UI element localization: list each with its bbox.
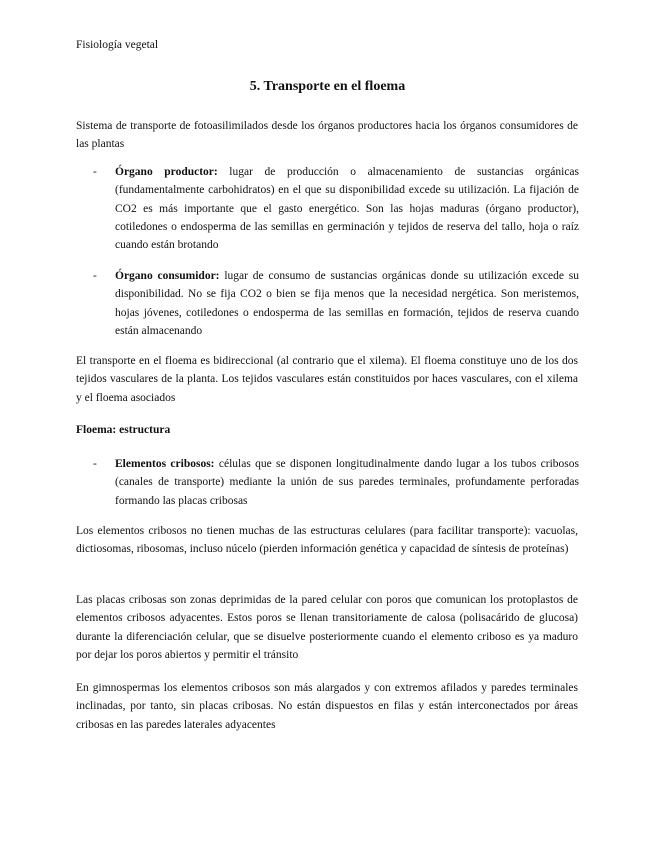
bullet-dash: - <box>93 458 97 470</box>
bullet-text <box>115 455 579 510</box>
section-heading: Floema: estructura <box>76 424 171 436</box>
bullet-dash: - <box>93 166 97 178</box>
bullet-dash: - <box>93 270 97 282</box>
bullet-term: Órgano productor: <box>115 166 218 178</box>
plates-paragraph: Las placas cribosas son zonas deprimidas de la pared celular con poros que comunican los protoplastos de elementos cribosos adyacentes. Estos poros se llenan transitoriamente de calosa (polisacárido de glucosa) durante la diferenciación celular, que se disuelve posteriormente cuando el elemento criboso es ya maduro por dejar los poros abiertos y permitir el tránsito <box>76 594 578 661</box>
bullet-term: Órgano consumidor: <box>115 270 220 282</box>
bullet-text <box>115 267 579 340</box>
running-header: Fisiología vegetal <box>76 39 159 51</box>
transport-paragraph: El transporte en el floema es bidireccional (al contrario que el xilema). El floema constituye uno de los dos tejidos vasculares de la planta. Los tejidos vasculares están constituidos por haces vasculares, con el xilema y el floema asociados <box>76 355 578 404</box>
bullet-body: células que se disponen longitudinalmente dando lugar a los tubos cribosos (canales de transporte) mediante la unión de sus paredes terminales, profundamente perforadas formando las placas cribosas <box>115 458 580 507</box>
bullet-body: lugar de consumo de sustancias orgánicas donde su utilización excede su disponibilidad. No se fija CO2 o bien se fija menos que la necesidad nergética. Son meristemos, hojas jóvenes, cotiledones o endosperma de las semillas en formación, tejidos de reserva cuando están almacenando <box>115 270 580 337</box>
elements-paragraph: Los elementos cribosos no tienen muchas de las estructuras celulares (para facilitar transporte): vacuolas, dictiosomas, ribosomas, incluso núcelo (pierden información genética y capacidad de síntesis de proteínas) <box>76 525 578 556</box>
intro-paragraph: Sistema de transporte de fotoasilimilados desde los órganos productores hacia los órganos consumidores de las plantas <box>76 120 578 151</box>
bullet-body: lugar de producción o almacenamiento de sustancias orgánicas (fundamentalmente carbohidratos) en el que su disponibilidad excede su utilización. La fijación de CO2 es más importante que el gasto energético. Son las hojas maduras (órgano productor), cotiledones o endosperma de las semillas en germinación y tejidos de reserva del tallo, hoja o raíz cuando están brotando <box>115 166 580 252</box>
bullet-text <box>115 163 579 254</box>
bullet-term: Elementos cribosos: <box>115 458 215 470</box>
section-title: 5. Transporte en el floema <box>249 79 406 94</box>
gymnosperms-paragraph: En gimnospermas los elementos cribosos son más alargados y con extremos afilados y paredes terminales inclinadas, por tanto, sin placas cribosas. No están dispuestos en filas y están interconectados por áreas cribosas en las paredes laterales adyacentes <box>76 682 578 731</box>
